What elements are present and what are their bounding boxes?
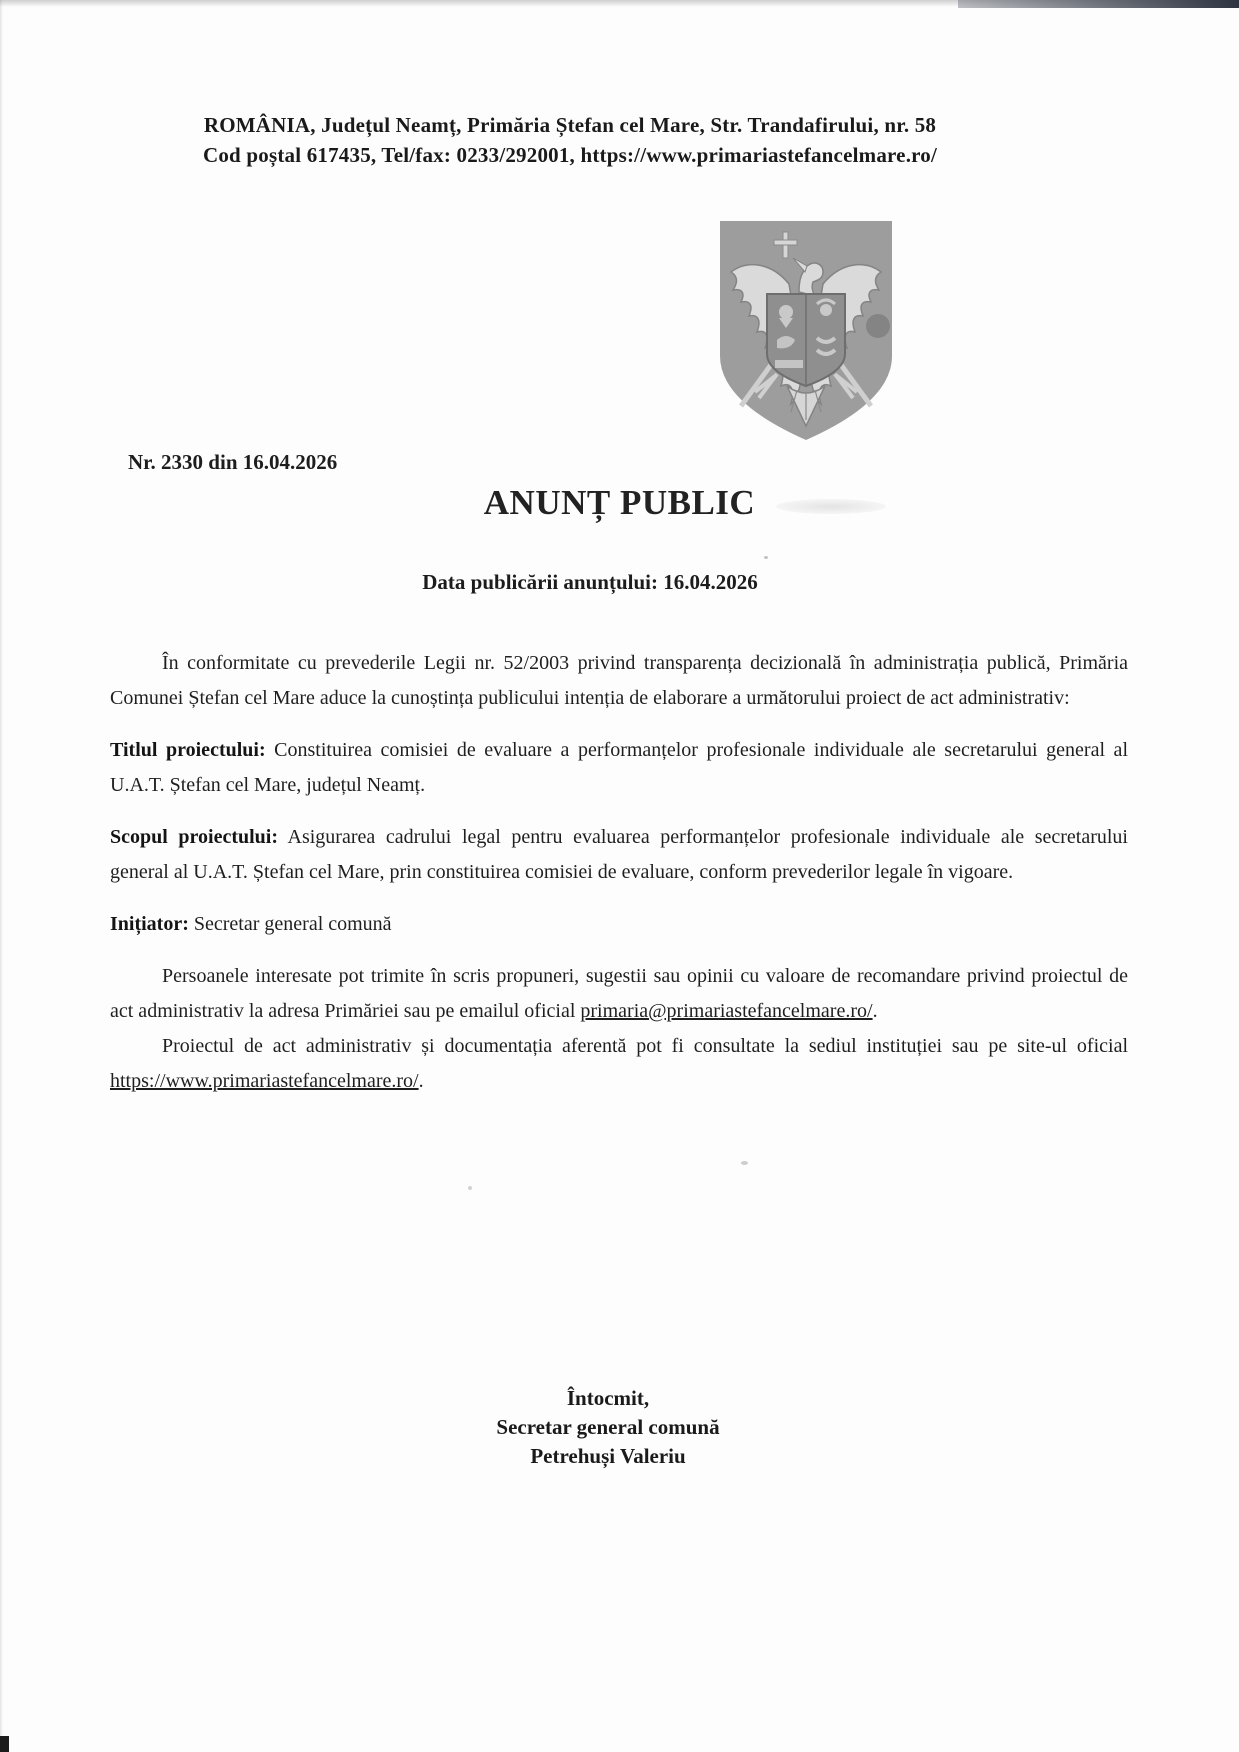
project-scope-label: Scopul proiectului: (110, 826, 279, 848)
signature-block (438, 1384, 778, 1471)
document-letterhead (0, 110, 1140, 170)
signature-line-1: Întocmit, (566, 1386, 650, 1410)
page-title: ANUNȚ PUBLIC (483, 483, 756, 522)
letterhead-line-1: ROMÂNIA, Județul Neamț, Primăria Ștefan cel Mare, Str. Trandafirului, nr. 58 (203, 113, 937, 137)
paragraph-consultation (110, 1029, 1128, 1099)
website-link[interactable]: https://www.primariastefancelmare.ro/ (110, 1070, 419, 1092)
paragraph-intro (110, 646, 1128, 716)
project-title-label: Titlul proiectului: (110, 739, 266, 761)
reference-number: Nr. 2330 din 16.04.2026 (128, 450, 338, 474)
romania-coat-of-arms-icon (711, 214, 901, 446)
paragraph-initiator (110, 907, 1128, 942)
scan-artifact-top-right-strip (958, 0, 1239, 8)
initiator-text: Secretar general comună (188, 913, 392, 935)
consultation-text: Proiectul de act administrativ și documentația aferentă pot fi consultate la sediul instituției sau pe site-ul oficial (162, 1035, 1128, 1057)
letterhead-line-2: Cod poștal 617435, Tel/fax: 0233/292001, https://www.primariastefancelmare.ro/ (202, 143, 938, 167)
paragraph-feedback (110, 959, 1128, 1029)
scan-artifact-bottom-left-mark (0, 1736, 9, 1752)
document-body (110, 646, 1128, 1116)
publication-date: Data publicării anunțului: 16.04.2026 (422, 570, 758, 594)
scan-artifact-speck (764, 556, 768, 559)
feedback-text: Persoanele interesate pot trimite în scris propuneri, sugestii sau opinii cu valoare de recomandare privind proiectul de act administrativ la adresa Primăriei sau pe emailul oficial (110, 965, 1128, 1022)
project-title-text: Constituirea comisiei de evaluare a performanțelor profesionale individuale ale secretarului general al U.A.T. Ștefan cel Mare, județul Neamț. (110, 739, 1128, 796)
signature-line-2: Secretar general comună (496, 1415, 720, 1439)
scan-artifact-left-edge (0, 0, 3, 1752)
coat-of-arms-svg (711, 214, 901, 446)
paragraph-project-scope (110, 820, 1128, 890)
intro-text: În conformitate cu prevederile Legii nr. 52/2003 privind transparența decizională în administrația publică, Primăria Comunei Ștefan cel Mare aduce la cunoștința publicului intenția de elaborare a următorului proiect de act administrativ: (110, 652, 1128, 709)
scan-artifact-speck (741, 1161, 748, 1165)
feedback-period: . (872, 1000, 878, 1022)
scan-artifact-speck (468, 1186, 472, 1190)
signature-line-3: Petrehuși Valeriu (530, 1444, 686, 1468)
paragraph-project-title (110, 733, 1128, 803)
initiator-label: Inițiator: (110, 913, 189, 935)
project-scope-text: Asigurarea cadrului legal pentru evaluarea performanțelor profesionale individuale ale secretarului general al U.A.T. Ștefan cel Mare, prin constituirea comisiei de evaluare, conform prevederilor legale în vigoare. (110, 826, 1128, 883)
consultation-period: . (418, 1070, 424, 1092)
email-link[interactable]: primaria@primariastefancelmare.ro/ (580, 1000, 873, 1022)
